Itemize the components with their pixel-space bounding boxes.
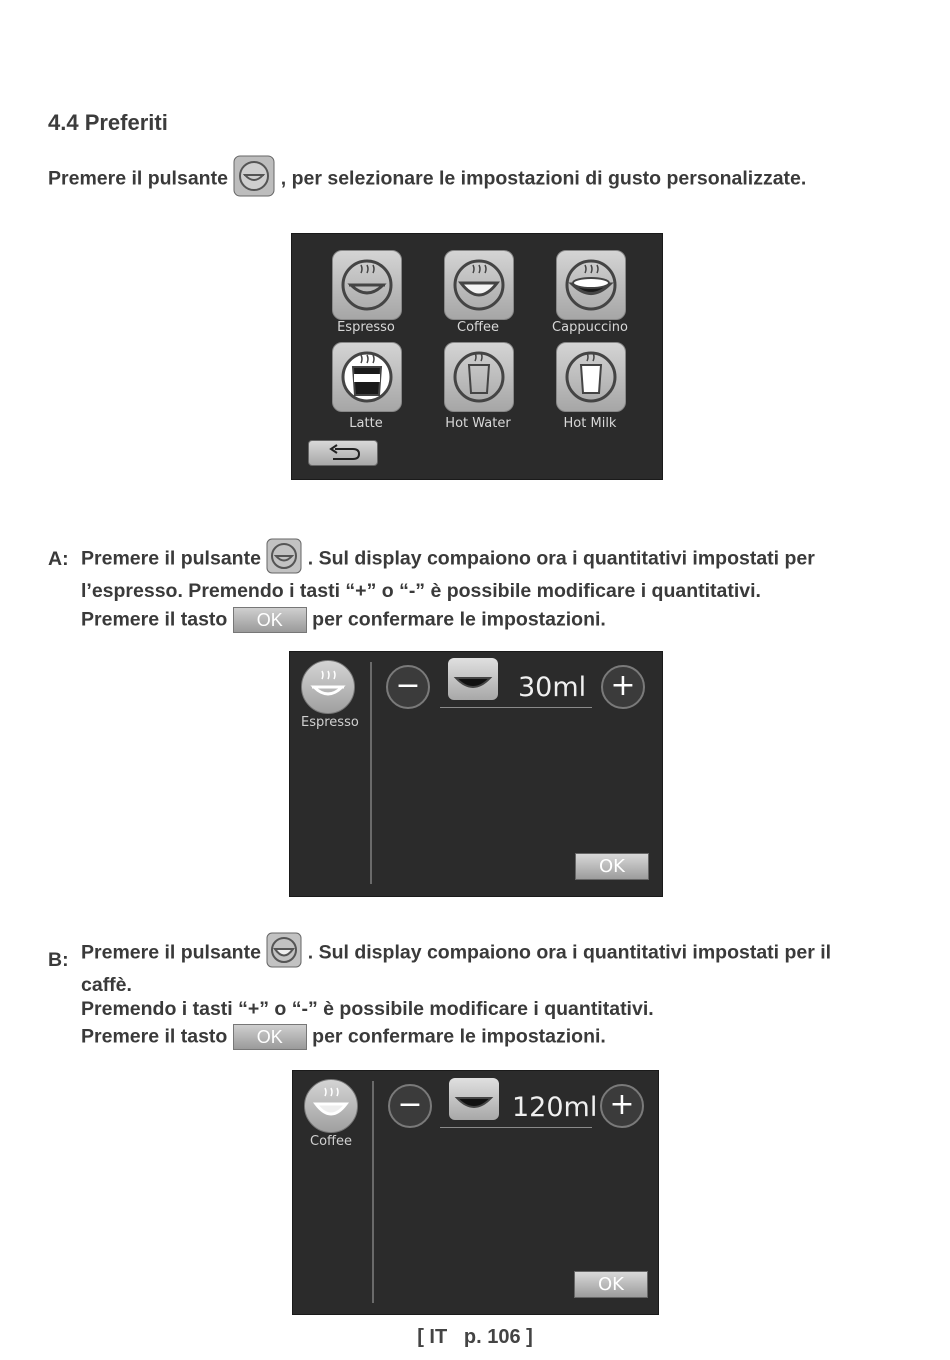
ok-key-inline: OK <box>233 607 307 633</box>
hot-water-tile[interactable] <box>444 342 514 412</box>
espresso-volume-screen <box>289 651 663 897</box>
coffee-cup-icon <box>305 1080 357 1132</box>
espresso-selected-button[interactable] <box>301 660 355 714</box>
plus-button[interactable]: + <box>600 1084 644 1128</box>
step-a-line1-before: Premere il pulsante <box>81 547 261 570</box>
hot-milk-label: Hot Milk <box>563 416 617 431</box>
step-b-line4 <box>81 1024 606 1050</box>
step-a-line3 <box>81 607 606 633</box>
step-b-line1-before: Premere il pulsante <box>81 941 261 964</box>
step-a-marker: A: <box>48 548 69 570</box>
step-a-line3-before: Premere il tasto <box>81 608 228 631</box>
back-button[interactable] <box>308 440 378 466</box>
divider-line <box>370 662 372 884</box>
intro-text-after: , per selezionare le impostazioni di gusto personalizzate. <box>280 167 807 190</box>
latte-tile[interactable] <box>332 342 402 412</box>
hot-water-glass-icon <box>445 343 513 411</box>
step-a-line1 <box>81 538 815 580</box>
step-a-line3-after: per confermare le impostazioni. <box>312 608 606 631</box>
hot-water-label: Hot Water <box>445 416 511 431</box>
intro-text-before: Premere il pulsante <box>48 167 228 190</box>
volume-underline <box>440 707 592 708</box>
step-a-line2: l’espresso. Premendo i tasti “+” o “-” è possibile modificare i quantitativi. <box>81 580 761 602</box>
favorites-menu-screen <box>291 233 663 480</box>
ok-button[interactable]: OK <box>575 853 649 880</box>
step-b-line1-after: . Sul display compaiono ora i quantitativi impostati per il <box>307 941 832 964</box>
minus-button[interactable]: − <box>388 1084 432 1128</box>
cappuccino-label: Cappuccino <box>552 320 628 335</box>
cappuccino-cup-icon <box>557 251 625 319</box>
intro-paragraph <box>48 155 806 203</box>
coffee-side-label: Coffee <box>310 1134 352 1149</box>
divider-line <box>372 1081 374 1303</box>
section-title: 4.4 Preferiti <box>48 110 168 135</box>
volume-underline <box>440 1127 592 1128</box>
cappuccino-tile[interactable] <box>556 250 626 320</box>
espresso-label: Espresso <box>337 320 395 335</box>
espresso-cup-icon <box>302 661 354 713</box>
volume-value: 120ml <box>512 1092 598 1123</box>
step-b-line1 <box>81 932 831 974</box>
step-a-line1-after: . Sul display compaiono ora i quantitativi impostati per <box>307 547 815 570</box>
espresso-tile[interactable] <box>332 250 402 320</box>
volume-cup-icon <box>448 658 498 700</box>
favorites-button-icon <box>233 155 275 203</box>
coffee-volume-screen <box>292 1070 659 1315</box>
step-b-marker: B: <box>48 949 69 971</box>
ok-button[interactable]: OK <box>574 1271 648 1298</box>
coffee-selected-button[interactable] <box>304 1079 358 1133</box>
ok-key-inline: OK <box>233 1024 307 1050</box>
coffee-button-icon <box>266 932 302 974</box>
plus-button[interactable]: + <box>601 665 645 709</box>
espresso-side-label: Espresso <box>301 715 359 730</box>
volume-value: 30ml <box>518 672 587 703</box>
espresso-cup-icon <box>333 251 401 319</box>
step-b-line2: caffè. <box>81 974 132 996</box>
step-b-line3: Premendo i tasti “+” o “-” è possibile modificare i quantitativi. <box>81 998 654 1020</box>
latte-label: Latte <box>349 416 383 431</box>
hot-milk-glass-icon <box>557 343 625 411</box>
minus-button[interactable]: − <box>386 665 430 709</box>
espresso-button-icon <box>266 538 302 580</box>
step-b-line4-after: per confermare le impostazioni. <box>312 1025 606 1048</box>
coffee-tile[interactable] <box>444 250 514 320</box>
volume-cup-icon <box>449 1078 499 1120</box>
hot-milk-tile[interactable] <box>556 342 626 412</box>
coffee-label: Coffee <box>457 320 499 335</box>
back-arrow-icon <box>309 441 377 465</box>
step-b-line4-before: Premere il tasto <box>81 1025 228 1048</box>
page-number: [ IT p. 106 ] <box>417 1326 533 1348</box>
coffee-cup-icon <box>445 251 513 319</box>
latte-glass-icon <box>333 343 401 411</box>
